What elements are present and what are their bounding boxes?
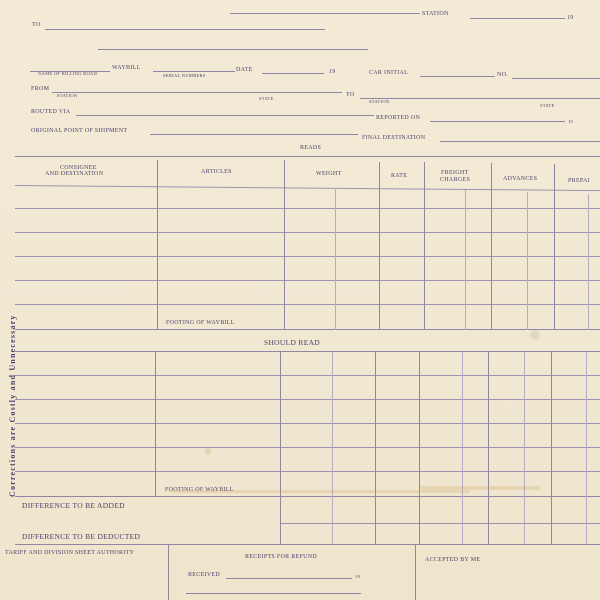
col-subdivider [335,188,336,330]
paper-stain [420,486,540,490]
to2-label: TO [346,92,355,98]
reads-title: READS [300,145,322,151]
reads-row-line [15,304,600,305]
original-point-line [150,134,358,135]
col-freight: FREIGHT [441,170,469,176]
final-destination-label: FINAL DESTINATION [362,135,426,141]
should-row-line [15,375,600,376]
col-articles: ARTICLES [201,169,232,175]
paper-stain [530,330,540,340]
reads-row-line [15,280,600,281]
date-line [262,73,324,74]
serial-numbers-label: SERIAL NUMBERS [163,73,206,78]
difference-added-label: DIFFERENCE TO BE ADDED [22,501,125,510]
col-divider [488,352,489,544]
col-divider [157,160,158,330]
no-label: NO. [497,72,509,78]
col-freight-2: CHARGES [440,177,471,183]
should-read-top-rule [15,351,600,352]
reported-on-label: REPORTED ON [376,115,421,121]
year-19-reported: 19 [568,119,574,124]
sidebar-warning-text: Corrections are Costly and Unnecessary [8,314,17,497]
tariff-label: TARIFF AND DIVISION SHEET AUTHORITY [5,550,135,556]
should-row-line [15,471,600,472]
date-label: DATE [236,67,253,73]
should-row-line [15,447,600,448]
col-subdivider [465,190,466,330]
should-read-title: SHOULD READ [264,338,321,347]
final-destination-line [440,141,600,142]
col-consignee: CONSIGNEE [60,165,97,171]
col-subdivider [527,192,528,330]
col-divider [424,162,425,330]
received-line [226,578,352,579]
to-station-label: STATION [369,99,390,104]
col-subdivider [588,194,589,330]
to-line [45,29,325,30]
received-line-2 [186,593,361,594]
col-advances: ADVANCES [503,176,538,182]
station-line [230,13,420,14]
destination-line [360,98,600,99]
to-label: TO [32,22,41,28]
routed-via-line [76,115,374,116]
col-divider [551,352,552,544]
reads-top-rule [15,156,600,157]
reads-header-rule [15,185,600,191]
waybill-label: WAYBILL [112,65,141,71]
reads-footing-label: FOOTING OF WAYBILL [166,320,235,326]
car-initial-label: CAR INITIAL [369,70,409,76]
col-divider [375,352,376,544]
col-weight: WEIGHT [316,171,342,177]
from-line [52,92,342,93]
received-label: RECEIVED [188,572,221,578]
should-row-line [15,399,600,400]
serial-line [153,71,235,72]
col-rate: RATE [391,173,408,179]
reads-row-line [15,256,600,257]
to-state-label: STATE [540,103,555,108]
original-point-label: ORIGINAL POINT OF SHIPMENT [31,128,128,134]
year-19-mid: 19 [329,69,336,75]
sidebar-warning [6,207,20,497]
col-divider [491,163,492,330]
difference-bottom-rule [15,544,600,545]
difference-added-line [280,523,600,524]
name-of-billing-road-label: NAME OF BILLING ROAD [38,71,98,76]
from-state-label: STATE [259,96,274,101]
col-subdivider [524,352,525,544]
to-line-2 [98,49,368,50]
reads-row-line [15,232,600,233]
col-subdivider [332,352,333,544]
bottom-divider [168,545,169,600]
col-subdivider [462,352,463,544]
difference-deducted-label: DIFFERENCE TO BE DEDUCTED [22,532,141,541]
should-row-line [15,423,600,424]
reads-row-line [15,208,600,209]
year-19-top: 19 [567,15,574,21]
car-initial-line [420,76,495,77]
bottom-divider [415,545,416,600]
paper-stain [205,447,211,455]
paper-stain [170,490,470,493]
routed-via-label: ROUTED VIA [31,109,71,115]
col-divider [155,352,156,496]
col-divider [554,164,555,330]
should-footing-label: FOOTING OF WAYBILL [165,487,234,493]
col-divider [379,162,380,330]
reported-on-line [430,121,565,122]
col-divider [419,352,420,544]
col-divider [280,352,281,544]
from-label: FROM [31,86,50,92]
car-number-line [512,78,600,79]
receipts-label: RECEIPTS FOR REFUND [245,554,318,560]
year-19-received: 19 [355,574,361,579]
col-prepaid: PREPAI [568,178,590,184]
should-bottom-rule [15,496,600,497]
station-date-line [470,18,565,19]
col-consignee-2: AND DESTINATION [45,171,104,177]
from-station-label: STATION [57,93,78,98]
col-divider [284,160,285,330]
reads-bottom-rule [15,329,600,330]
accepted-label: ACCEPTED BY ME [425,557,481,563]
station-label: STATION [422,11,449,17]
col-subdivider [586,352,587,544]
